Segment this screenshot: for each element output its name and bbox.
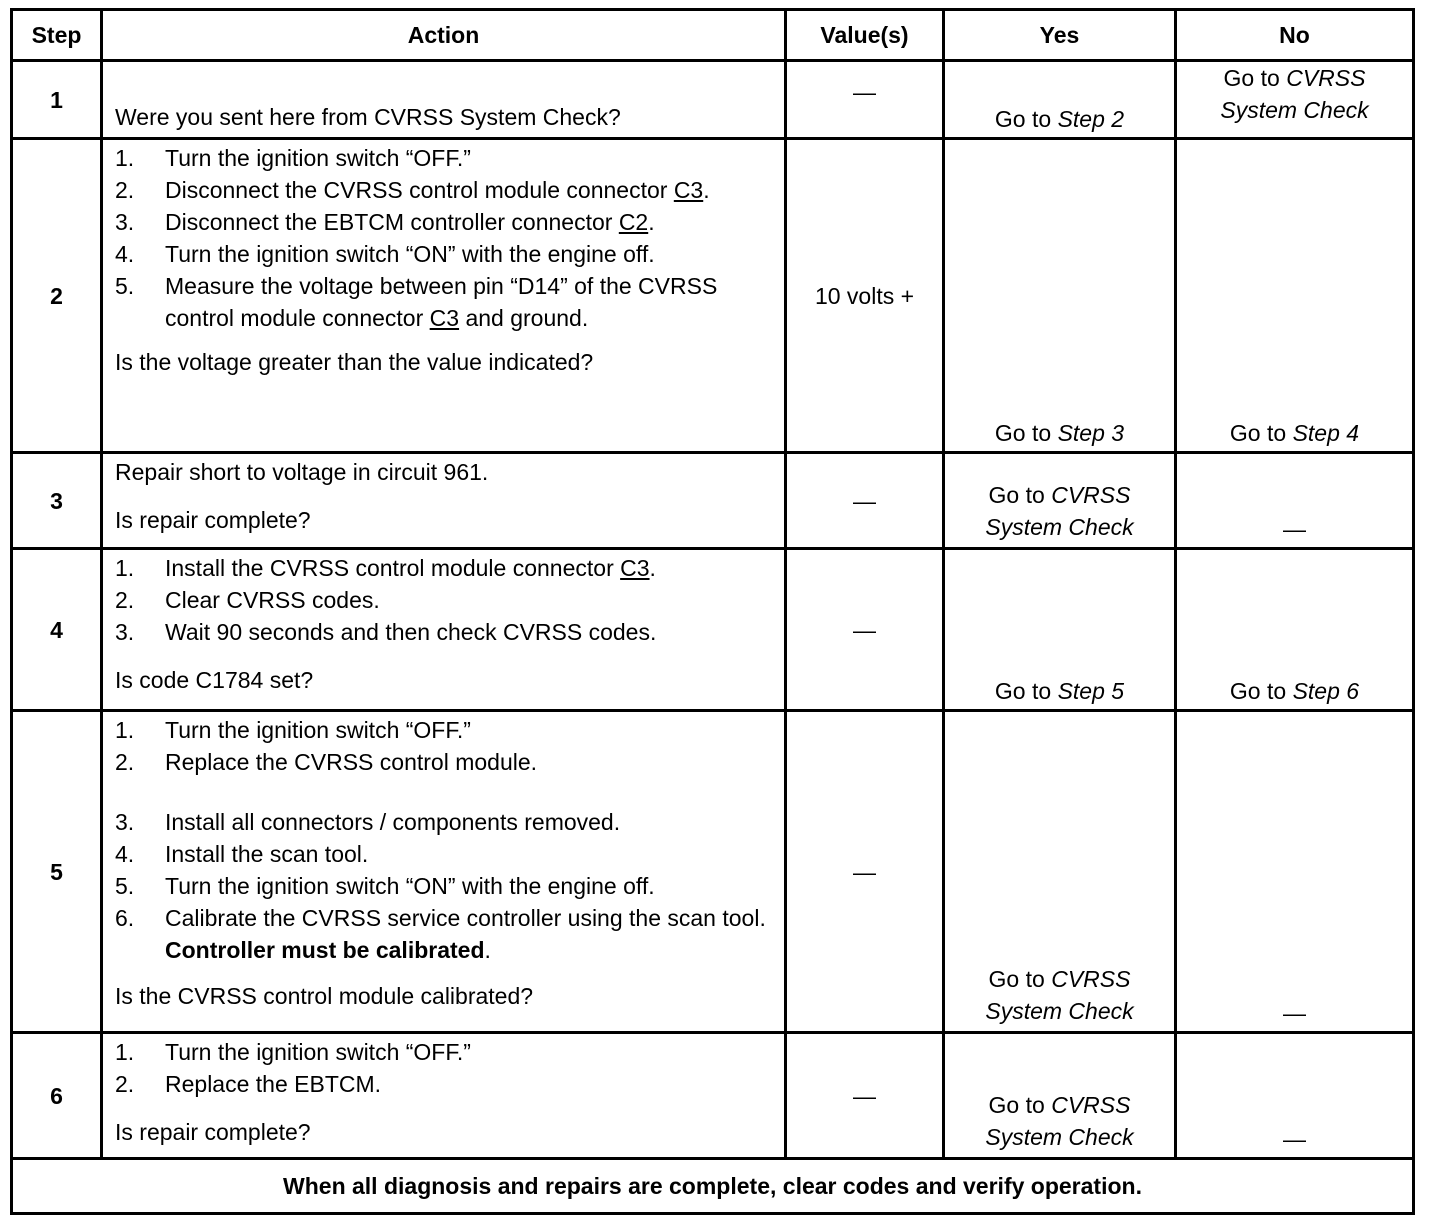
table-row-step-5 xyxy=(12,711,1414,1033)
step-number: 5 xyxy=(12,711,102,1033)
value-text: — xyxy=(853,79,876,105)
value-cell xyxy=(786,549,944,711)
action-step-item: 1. Turn the ignition switch “OFF.” xyxy=(115,1039,471,1065)
action-step-item: 3. Disconnect the EBTCM controller connector C2. xyxy=(115,209,655,235)
action-step-item: 1. Turn the ignition switch “OFF.” xyxy=(115,717,471,743)
header-step: Step xyxy=(12,10,102,61)
connector-code: C3 xyxy=(673,177,704,203)
value-text: — xyxy=(853,1082,876,1109)
header-yes: Yes xyxy=(944,10,1176,61)
yes-cell xyxy=(944,711,1176,1033)
diagnostic-table xyxy=(10,8,1415,1215)
action-step-item: 2. Clear CVRSS codes. xyxy=(115,587,380,613)
action-step-item: 3. Install all connectors / components removed. xyxy=(115,809,621,835)
question-text: Is repair complete? xyxy=(115,1119,311,1145)
no-prefix: Go to xyxy=(1223,65,1287,91)
value-cell xyxy=(786,711,944,1033)
header-no: No xyxy=(1176,10,1414,61)
yes-cell xyxy=(944,549,1176,711)
action-step-item: 3. Wait 90 seconds and then check CVRSS codes. xyxy=(115,619,657,645)
step-number: 2 xyxy=(12,139,102,453)
action-step-item: 4. Turn the ignition switch “ON” with the engine off. xyxy=(115,241,655,267)
connector-code: C3 xyxy=(620,555,650,581)
action-step-item: 5. Turn the ignition switch “ON” with the engine off. xyxy=(115,873,655,899)
action-cell xyxy=(102,549,786,711)
connector-code: C3 xyxy=(429,305,460,331)
no-text: — xyxy=(1283,1000,1306,1026)
question-text: Were you sent here from CVRSS System Check? xyxy=(115,104,621,130)
action-steps xyxy=(115,552,776,648)
step-number: 3 xyxy=(12,453,102,549)
yes-prefix: Go to xyxy=(994,678,1058,704)
yes-prefix: Go to xyxy=(994,420,1058,446)
action-step-item: 1. Turn the ignition switch “OFF.” xyxy=(115,145,471,171)
no-cell xyxy=(1176,549,1414,711)
action-steps xyxy=(115,1036,776,1100)
step-number: 4 xyxy=(12,549,102,711)
yes-cell xyxy=(944,1033,1176,1159)
yes-target: CVRSS System Check xyxy=(985,966,1134,1024)
action-steps xyxy=(115,806,776,966)
header-values: Value(s) xyxy=(786,10,944,61)
no-cell xyxy=(1176,1033,1414,1159)
value-cell xyxy=(786,453,944,549)
yes-prefix: Go to xyxy=(988,1092,1052,1118)
no-prefix: Go to xyxy=(1229,678,1293,704)
action-cell xyxy=(102,711,786,1033)
value-text: — xyxy=(853,487,876,514)
no-cell xyxy=(1176,453,1414,549)
footer-row xyxy=(12,1159,1414,1214)
yes-target: CVRSS System Check xyxy=(985,1092,1134,1150)
action-cell xyxy=(102,61,786,139)
question-text: Is repair complete? xyxy=(115,507,311,533)
action-steps xyxy=(115,714,776,778)
yes-cell xyxy=(944,453,1176,549)
value-text: 10 volts + xyxy=(814,282,915,309)
value-cell xyxy=(786,1033,944,1159)
action-step-item: 2. Replace the CVRSS control module. xyxy=(115,749,538,775)
spacer xyxy=(115,778,776,806)
no-target: Step 6 xyxy=(1292,678,1360,704)
action-step-item: 5. Measure the voltage between pin “D14” of the CVRSS control module connector C3 and ground. xyxy=(115,273,718,331)
connector-code: C2 xyxy=(618,209,649,235)
step-number: 6 xyxy=(12,1033,102,1159)
header-action: Action xyxy=(102,10,786,61)
yes-prefix: Go to xyxy=(988,482,1052,508)
no-text: — xyxy=(1283,516,1306,542)
action-step-item: 1. Install the CVRSS control module connector C3. xyxy=(115,555,656,581)
table-row-step-2 xyxy=(12,139,1414,453)
action-step-item: 6. Calibrate the CVRSS service controller using the scan tool. Controller must be calibrated. xyxy=(115,905,766,963)
action-cell xyxy=(102,453,786,549)
yes-prefix: Go to xyxy=(994,106,1058,132)
table-row-step-4 xyxy=(12,549,1414,711)
no-cell xyxy=(1176,711,1414,1033)
no-cell xyxy=(1176,139,1414,453)
value-cell xyxy=(786,61,944,139)
statement-text: Repair short to voltage in circuit 961. xyxy=(115,459,489,485)
emphasis-text: Controller must be calibrated xyxy=(165,937,485,963)
action-step-item: 2. Replace the EBTCM. xyxy=(115,1071,382,1097)
yes-target: Step 3 xyxy=(1057,420,1125,446)
action-step-item: 4. Install the scan tool. xyxy=(115,841,369,867)
action-steps xyxy=(115,142,776,334)
no-target: CVRSS System Check xyxy=(1220,65,1369,123)
table-row-step-6 xyxy=(12,1033,1414,1159)
yes-target: Step 2 xyxy=(1057,106,1125,132)
value-text: — xyxy=(853,616,876,643)
no-prefix: Go to xyxy=(1229,420,1293,446)
table-row-step-3 xyxy=(12,453,1414,549)
yes-prefix: Go to xyxy=(988,966,1052,992)
yes-target: Step 5 xyxy=(1057,678,1125,704)
action-cell xyxy=(102,139,786,453)
yes-cell xyxy=(944,139,1176,453)
no-cell xyxy=(1176,61,1414,139)
action-cell xyxy=(102,1033,786,1159)
yes-target: CVRSS System Check xyxy=(985,482,1134,540)
question-text: Is code C1784 set? xyxy=(115,667,314,693)
question-text: Is the voltage greater than the value indicated? xyxy=(115,349,594,375)
question-text: Is the CVRSS control module calibrated? xyxy=(115,983,534,1009)
no-text: — xyxy=(1283,1126,1306,1152)
step-number: 1 xyxy=(12,61,102,139)
value-text: — xyxy=(853,858,876,885)
value-cell xyxy=(786,139,944,453)
no-target: Step 4 xyxy=(1292,420,1360,446)
table-row-step-1 xyxy=(12,61,1414,139)
yes-cell xyxy=(944,61,1176,139)
action-step-item: 2. Disconnect the CVRSS control module connector C3. xyxy=(115,177,710,203)
header-row xyxy=(12,10,1414,61)
footer-note: When all diagnosis and repairs are complete, clear codes and verify operation. xyxy=(12,1159,1414,1214)
